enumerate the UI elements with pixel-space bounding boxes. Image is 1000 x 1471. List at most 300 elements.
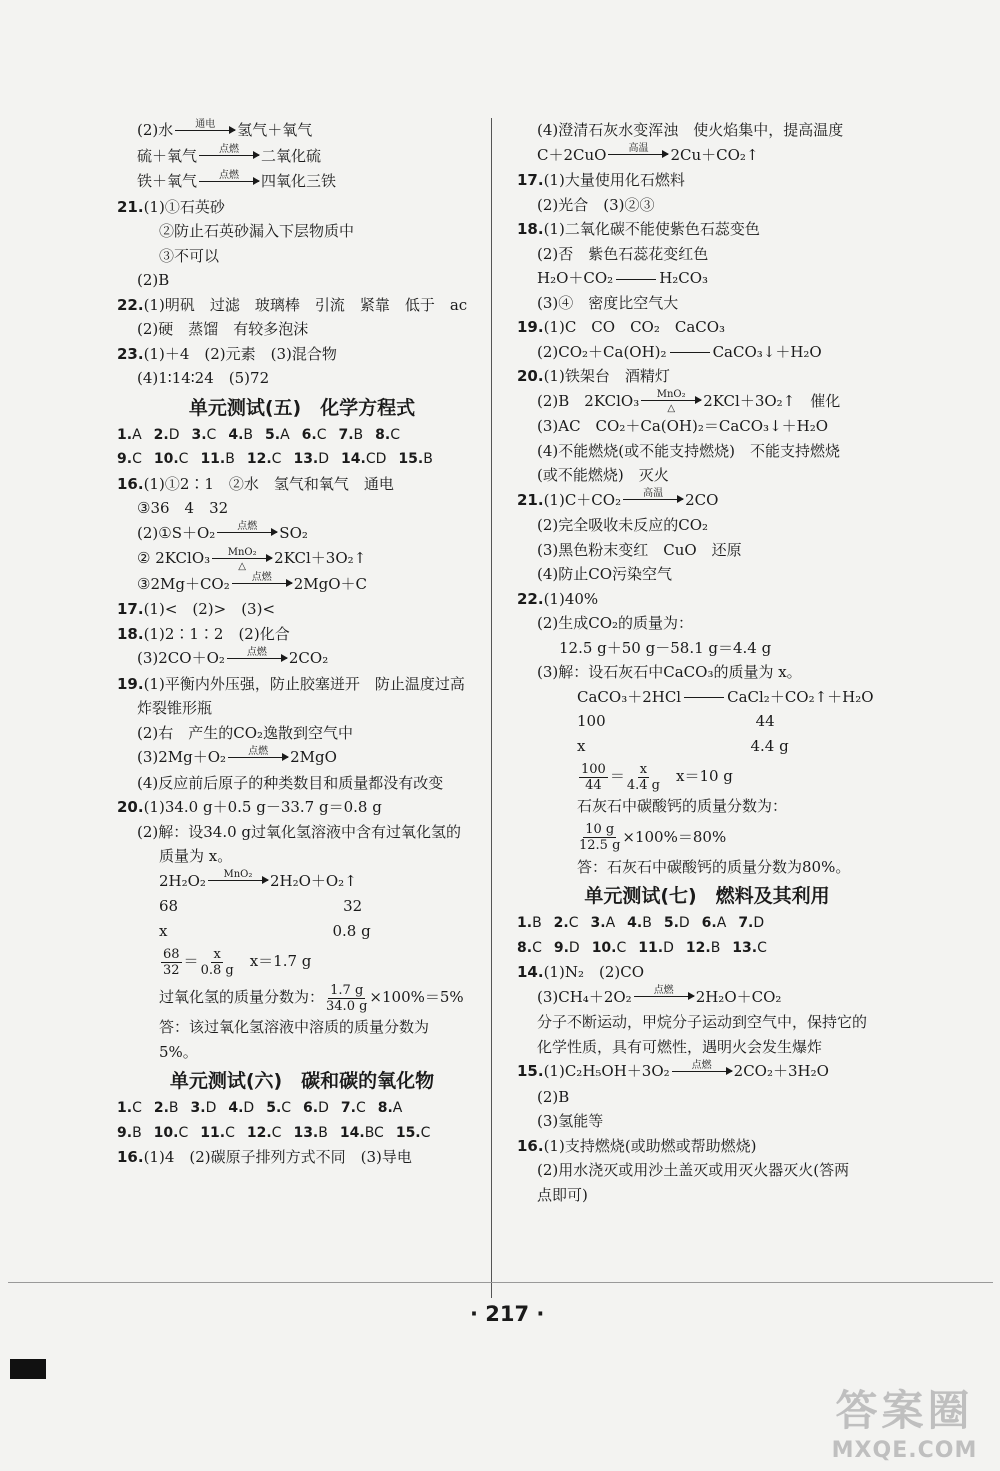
question-number: 1. <box>517 915 533 931</box>
question-number: 8. <box>517 939 533 956</box>
question-number: 22. <box>117 295 144 314</box>
answer-choice: C <box>568 915 579 931</box>
text-line: x 0.8 g <box>159 921 371 940</box>
text-line: (2)B <box>137 271 170 289</box>
answer-item <box>686 936 720 961</box>
products: 氢气＋氧气 <box>237 121 313 139</box>
answer-item <box>293 1121 327 1146</box>
answer-item <box>738 911 764 936</box>
left-column <box>117 118 487 1170</box>
reaction-condition: MnO₂ <box>227 546 257 558</box>
line-text: 过氧化氢的质量分数为： <box>159 988 325 1006</box>
reaction-condition: 点燃 <box>219 169 240 181</box>
answer-item <box>117 1121 142 1146</box>
answer-choice: B <box>353 426 364 443</box>
line-text: (1)2∶1∶2 (2)化合 <box>143 624 290 643</box>
reactants: C＋2CuO <box>537 145 607 164</box>
answer-choice: C <box>132 451 142 467</box>
answer-item <box>154 447 189 472</box>
fraction <box>579 822 620 853</box>
answer-item <box>154 423 180 448</box>
fraction <box>201 947 234 978</box>
products: SO₂ <box>279 523 308 542</box>
reactants: (3)2Mg＋O₂ <box>137 748 227 766</box>
text-line: (4)反应前后原子的种类数目和质量都没有改变 <box>137 773 444 792</box>
numbered-line <box>117 293 487 318</box>
question-number: 15. <box>517 1062 544 1080</box>
answer-choice: C <box>616 939 627 956</box>
answer-item <box>732 936 767 961</box>
answer-choice: BC <box>364 1124 384 1141</box>
reactants: 铁＋氧气 <box>137 172 198 190</box>
arrow-line <box>199 155 259 158</box>
answer-choice: B <box>642 915 652 931</box>
reactants: ② 2KClO₃ <box>137 549 211 567</box>
question-number: 14. <box>341 451 366 467</box>
question-number: 8. <box>375 426 391 443</box>
reaction-arrow <box>217 521 277 546</box>
question-number: 10. <box>153 451 179 467</box>
answer-choice: B <box>132 1124 142 1141</box>
answer-item <box>200 1121 235 1146</box>
text-line: ②防止石英砂漏入下层物质中 <box>159 222 355 240</box>
reactants: (2)CO₂＋Ca(OH)₂ <box>537 342 667 361</box>
text-line: (2)硬 蒸馏 有较多泡沫 <box>137 320 309 338</box>
question-number: 21. <box>117 197 144 216</box>
question-number: 7. <box>338 426 354 443</box>
reactants: (3)CH₄＋2O₂ <box>537 987 632 1006</box>
text-line: ③36 4 32 <box>137 499 229 517</box>
arrow-line <box>641 400 701 403</box>
text-line: 100 44 <box>577 712 775 730</box>
equals-line <box>670 352 710 353</box>
question-number: 12. <box>246 451 272 467</box>
question-number: 9. <box>553 939 569 956</box>
question-number: 12. <box>246 1124 272 1141</box>
products: 2KCl＋3O₂↑ 催化 <box>703 391 841 410</box>
text-line: x 4.4 g <box>577 736 789 755</box>
reaction-condition: 点燃 <box>246 646 267 658</box>
text-line: 化学性质，具有可燃性，遇明火会发生爆炸 <box>537 1037 823 1056</box>
answer-row <box>117 1096 487 1121</box>
reaction-arrow <box>175 119 235 144</box>
denominator: 0.8 g <box>200 962 234 978</box>
text-line: 12.5 g＋50 g－58.1 g＝4.4 g <box>559 638 772 657</box>
denominator: 32 <box>163 962 180 978</box>
answer-item <box>396 1121 431 1146</box>
reactants: ③2Mg＋CO₂ <box>137 574 230 593</box>
reactants: (2)水 <box>137 121 174 139</box>
answer-choice: D <box>318 1100 329 1116</box>
question-number: 10. <box>153 1124 179 1141</box>
line-text: (1)＋4 (2)元素 (3)混合物 <box>143 344 337 363</box>
reaction-condition: 点燃 <box>237 521 258 532</box>
question-number: 1. <box>117 426 133 443</box>
question-number: 11. <box>638 939 664 956</box>
question-number: 9. <box>117 451 133 467</box>
reaction-condition: 点燃 <box>653 985 674 996</box>
products: 2KCl＋3O₂↑ <box>274 549 367 567</box>
arrow-line <box>672 1071 732 1074</box>
question-number: 19. <box>117 674 144 693</box>
text-line: (2)用水浇灭或用沙土盖灭或用灭火器灭火(答两 <box>537 1161 850 1179</box>
answer-choice: B <box>532 915 542 931</box>
products: 2Cu＋CO₂↑ <box>670 145 759 164</box>
answer-item <box>338 423 363 448</box>
reaction-line <box>117 646 487 672</box>
answer-item <box>265 423 290 448</box>
line-text: (1)铁架台 酒精灯 <box>543 367 670 385</box>
answer-item <box>247 1121 282 1146</box>
text-line: (4)不能燃烧(或不能支持燃烧) 不能支持燃烧 <box>537 441 840 460</box>
products: 四氧化三铁 <box>261 172 337 190</box>
question-number: 20. <box>517 367 544 385</box>
reaction-line <box>117 144 487 170</box>
answer-item <box>302 423 327 448</box>
text-line: (或不能燃烧) 灭火 <box>537 466 669 484</box>
numbered-line <box>117 622 487 647</box>
reaction-condition: MnO₂ <box>656 389 686 400</box>
reactants: H₂O＋CO₂ <box>537 269 614 287</box>
reaction-condition-below: △ <box>238 560 246 572</box>
question-number: 5. <box>663 915 679 931</box>
text-line: 答：该过氧化氢溶液中溶质的质量分数为 <box>159 1018 430 1036</box>
answer-item <box>517 911 542 936</box>
question-number: 4. <box>228 426 244 443</box>
answer-item <box>191 1096 217 1121</box>
numbered-line <box>517 315 897 340</box>
text-line: (2)否 紫色石蕊花变红色 <box>537 244 709 263</box>
line-text: (1)N₂ (2)CO <box>543 963 644 981</box>
question-number: 5. <box>266 1100 282 1116</box>
equals-line <box>684 697 724 698</box>
question-number: 9. <box>117 1124 133 1141</box>
result: ×100%＝5% <box>369 988 464 1006</box>
answer-item <box>117 1096 142 1121</box>
question-number: 19. <box>517 318 544 336</box>
numbered-line <box>117 195 487 220</box>
answer-item <box>554 911 579 936</box>
products: H₂CO₃ <box>659 269 709 287</box>
question-number: 20. <box>117 798 144 816</box>
reactants: (3)2CO＋O₂ <box>137 649 225 667</box>
answer-choice: D <box>168 426 180 443</box>
question-number: 2. <box>153 1100 169 1116</box>
question-number: 3. <box>190 1100 206 1116</box>
watermark-logo-text: 答案圈 <box>835 1386 974 1435</box>
question-number: 15. <box>398 451 424 467</box>
reaction-condition: 点燃 <box>691 1059 712 1071</box>
numerator: 68 <box>163 946 180 962</box>
arrow-line <box>634 996 694 999</box>
answer-choice: D <box>753 915 765 931</box>
line-text: (1)C CO CO₂ CaCO₃ <box>543 318 726 336</box>
text-line: (2)B <box>537 1087 570 1106</box>
answer-row <box>117 423 487 448</box>
bottom-rule <box>8 1282 993 1283</box>
question-number: 15. <box>395 1124 421 1141</box>
fraction <box>326 983 367 1014</box>
reaction-line <box>517 488 897 514</box>
answer-choice: A <box>716 915 727 931</box>
answer-item <box>341 1096 366 1121</box>
answer-choice: C <box>271 451 282 467</box>
answer-choice: B <box>710 939 721 956</box>
products: 2CO <box>685 490 719 509</box>
reaction-condition: 点燃 <box>248 745 269 757</box>
reaction-condition: 高温 <box>628 143 649 154</box>
question-number: 12. <box>685 939 711 956</box>
answer-item <box>228 423 253 448</box>
reactants: (1)C＋CO₂ <box>543 490 622 509</box>
products: CaCl₂＋CO₂↑＋H₂O <box>727 687 874 706</box>
line-text: (1)明矾 过滤 玻璃棒 引流 紧靠 低于 ac <box>143 295 468 314</box>
reaction-arrow <box>227 647 287 672</box>
reaction-arrow <box>634 985 694 1010</box>
section-heading: 单元测试(六) 碳和碳的氧化物 <box>169 1070 435 1092</box>
answer-choice: C <box>178 1124 189 1141</box>
answer-row <box>117 1121 487 1146</box>
question-number: 23. <box>117 344 144 363</box>
reaction-line <box>517 985 897 1011</box>
answer-choice: C <box>132 1100 142 1116</box>
equation-line <box>517 266 897 291</box>
numbered-line <box>517 217 897 242</box>
products: 2MgO＋C <box>293 574 368 593</box>
answer-item <box>247 447 282 472</box>
answer-choice: C <box>532 939 542 956</box>
answer-choice: A <box>132 426 142 443</box>
line-text: (1)支持燃烧(或助燃或帮助燃烧) <box>543 1136 757 1155</box>
question-number: 11. <box>200 1124 226 1141</box>
question-number: 11. <box>200 451 226 467</box>
answer-item <box>664 911 690 936</box>
answer-item <box>293 447 329 472</box>
reactants: (2)①S＋O₂ <box>137 523 216 542</box>
answer-item <box>200 447 234 472</box>
text-line: (3)氢能等 <box>537 1112 604 1130</box>
question-number: 13. <box>293 1124 319 1141</box>
answer-choice: C <box>316 426 327 443</box>
reaction-line <box>117 745 487 771</box>
answer-choice: D <box>205 1100 217 1116</box>
question-number: 7. <box>340 1100 356 1116</box>
products: 2MgO <box>290 748 337 766</box>
reaction-arrow <box>672 1060 732 1085</box>
answer-item <box>702 911 727 936</box>
answer-item <box>154 1121 189 1146</box>
answer-choice: C <box>178 451 189 467</box>
products: 2CO₂＋3H₂O <box>733 1062 829 1080</box>
text-line: (2)光合 (3)②③ <box>537 195 655 214</box>
question-number: 6. <box>301 426 317 443</box>
question-number: 14. <box>517 963 544 981</box>
right-column <box>517 118 897 1207</box>
denominator: 12.5 g <box>579 838 621 853</box>
arrow-line <box>175 130 235 133</box>
corner-black-mark <box>10 1359 46 1379</box>
text-line: 质量为 x。 <box>159 847 233 865</box>
answer-choice: B <box>168 1100 179 1116</box>
question-number: 13. <box>293 451 319 467</box>
answer-choice: A <box>392 1100 403 1116</box>
numbered-line <box>517 1134 897 1159</box>
question-number: 21. <box>517 490 544 509</box>
text-line: 分子不断运动，甲烷分子运动到空气中，保持它的 <box>537 1013 868 1031</box>
question-number: 1. <box>117 1100 133 1116</box>
reaction-condition: 点燃 <box>251 572 272 583</box>
question-number: 10. <box>591 939 617 956</box>
answer-choice: CD <box>365 451 387 467</box>
numbered-line <box>117 795 487 820</box>
denominator: 4.4 g <box>626 777 660 793</box>
reaction-line <box>117 869 487 895</box>
numerator: x <box>639 761 648 777</box>
answer-choice: B <box>225 451 235 467</box>
reaction-arrow <box>608 143 668 168</box>
line-text: (1)①石英砂 <box>143 197 225 216</box>
numbered-line <box>117 672 487 697</box>
reaction-condition: 点燃 <box>219 144 240 155</box>
line-text: (1)①2∶1 ②水 氢气和氧气 通电 <box>143 474 394 493</box>
reaction-arrow <box>232 572 292 597</box>
question-number: 13. <box>732 939 758 956</box>
line-text: (1)40% <box>543 589 599 608</box>
text-line: (3)AC CO₂＋Ca(OH)₂＝CaCO₃↓＋H₂O <box>537 417 829 435</box>
text-line: (2)完全吸收未反应的CO₂ <box>537 516 709 534</box>
percent-line <box>117 979 487 1015</box>
answer-choice: A <box>605 915 616 931</box>
answer-choice: B <box>423 451 433 467</box>
line-text: (1)34.0 g＋0.5 g－33.7 g＝0.8 g <box>143 798 382 816</box>
arrow-line <box>208 880 268 883</box>
result: ×100%＝80% <box>622 827 727 846</box>
answer-choice: C <box>206 426 217 443</box>
question-number: 5. <box>265 426 281 443</box>
reaction-condition: 通电 <box>195 118 216 130</box>
reaction-arrow <box>208 869 268 894</box>
text-line: (3)黑色粉末变红 CuO 还原 <box>537 540 742 559</box>
question-number: 2. <box>553 915 569 931</box>
numbered-line <box>517 960 897 985</box>
question-number: 3. <box>590 915 606 931</box>
numbered-line <box>117 472 487 497</box>
text-line: 68 32 <box>159 897 363 915</box>
denominator: 34.0 g <box>326 998 368 1014</box>
answer-choice: C <box>757 939 767 956</box>
numbered-line <box>517 168 897 193</box>
reaction-arrow <box>228 746 288 771</box>
answer-choice: D <box>678 915 690 931</box>
line-text: (1)平衡内外压强，防止胶塞迸开 防止温度过高 <box>143 674 465 693</box>
answer-choice: B <box>243 426 253 443</box>
answer-row <box>517 936 897 961</box>
answer-item <box>266 1096 291 1121</box>
numbered-line <box>517 364 897 389</box>
text-line: (4)1∶14∶24 (5)72 <box>137 369 270 387</box>
products: 二氧化硫 <box>261 146 322 165</box>
fraction <box>161 947 182 978</box>
answer-item <box>378 1096 403 1121</box>
answer-item <box>375 423 400 448</box>
result: x＝10 g <box>675 767 733 785</box>
text-line: 点即可) <box>537 1185 588 1204</box>
numerator: 1.7 g <box>330 982 364 998</box>
question-number: 18. <box>117 624 144 643</box>
answer-choice: B <box>318 1124 328 1141</box>
reaction-arrow <box>212 547 272 572</box>
answer-item <box>154 1096 179 1121</box>
question-number: 6. <box>701 915 717 931</box>
answer-item <box>341 447 386 472</box>
fraction <box>627 762 660 793</box>
question-number: 14. <box>339 1124 365 1141</box>
answer-choice: C <box>390 426 400 443</box>
answer-choice: C <box>281 1100 292 1116</box>
answer-item <box>340 1121 384 1146</box>
reaction-line <box>517 389 897 415</box>
question-number: 17. <box>517 171 544 189</box>
reactants: CaCO₃＋2HCl <box>577 687 682 706</box>
question-number: 4. <box>228 1100 244 1116</box>
site-watermark <box>817 1378 992 1463</box>
reaction-line <box>117 118 487 144</box>
line-text: (1)二氧化碳不能使紫色石蕊变色 <box>543 220 760 238</box>
proportion-line <box>517 758 897 794</box>
answer-choice: C <box>271 1124 282 1141</box>
answer-choice: C <box>420 1124 431 1141</box>
answer-row <box>517 911 897 936</box>
equals-sign: ＝ <box>183 952 199 970</box>
column-divider <box>491 118 492 1298</box>
line-text: (1)< (2)> (3)< <box>143 600 276 618</box>
reaction-arrow <box>199 170 259 195</box>
question-number: 7. <box>738 915 754 931</box>
equals-sign: ＝ <box>609 767 625 785</box>
arrow-line <box>217 532 277 535</box>
text-line: 石灰石中碳酸钙的质量分数为： <box>577 797 788 815</box>
equation-line <box>517 340 897 365</box>
equals-line <box>616 279 656 280</box>
arrow-line <box>232 583 292 586</box>
answer-item <box>117 423 142 448</box>
arrow-line <box>228 757 288 760</box>
products: 2CO₂ <box>288 649 329 667</box>
equation-line <box>517 685 897 710</box>
answer-choice: D <box>318 451 330 467</box>
answer-choice: D <box>568 939 580 956</box>
proportion-line <box>117 943 487 979</box>
reaction-condition-below: △ <box>667 403 676 414</box>
reaction-line <box>517 1059 897 1085</box>
numerator: 100 <box>581 761 606 777</box>
answer-item <box>117 447 142 472</box>
question-number: 3. <box>191 426 207 443</box>
question-number: 16. <box>117 1148 144 1166</box>
result: x＝1.7 g <box>249 952 312 970</box>
answer-choice: D <box>243 1100 255 1116</box>
question-number: 2. <box>153 426 169 443</box>
answer-choice: C <box>225 1124 235 1141</box>
arrow-line <box>212 558 272 561</box>
reaction-line <box>517 143 897 169</box>
numbered-line <box>117 342 487 367</box>
denominator: 44 <box>585 777 602 793</box>
text-line: ③不可以 <box>159 246 220 265</box>
reaction-arrow <box>199 144 259 169</box>
products: CaCO₃↓＋H₂O <box>712 342 822 361</box>
answer-item <box>627 911 652 936</box>
